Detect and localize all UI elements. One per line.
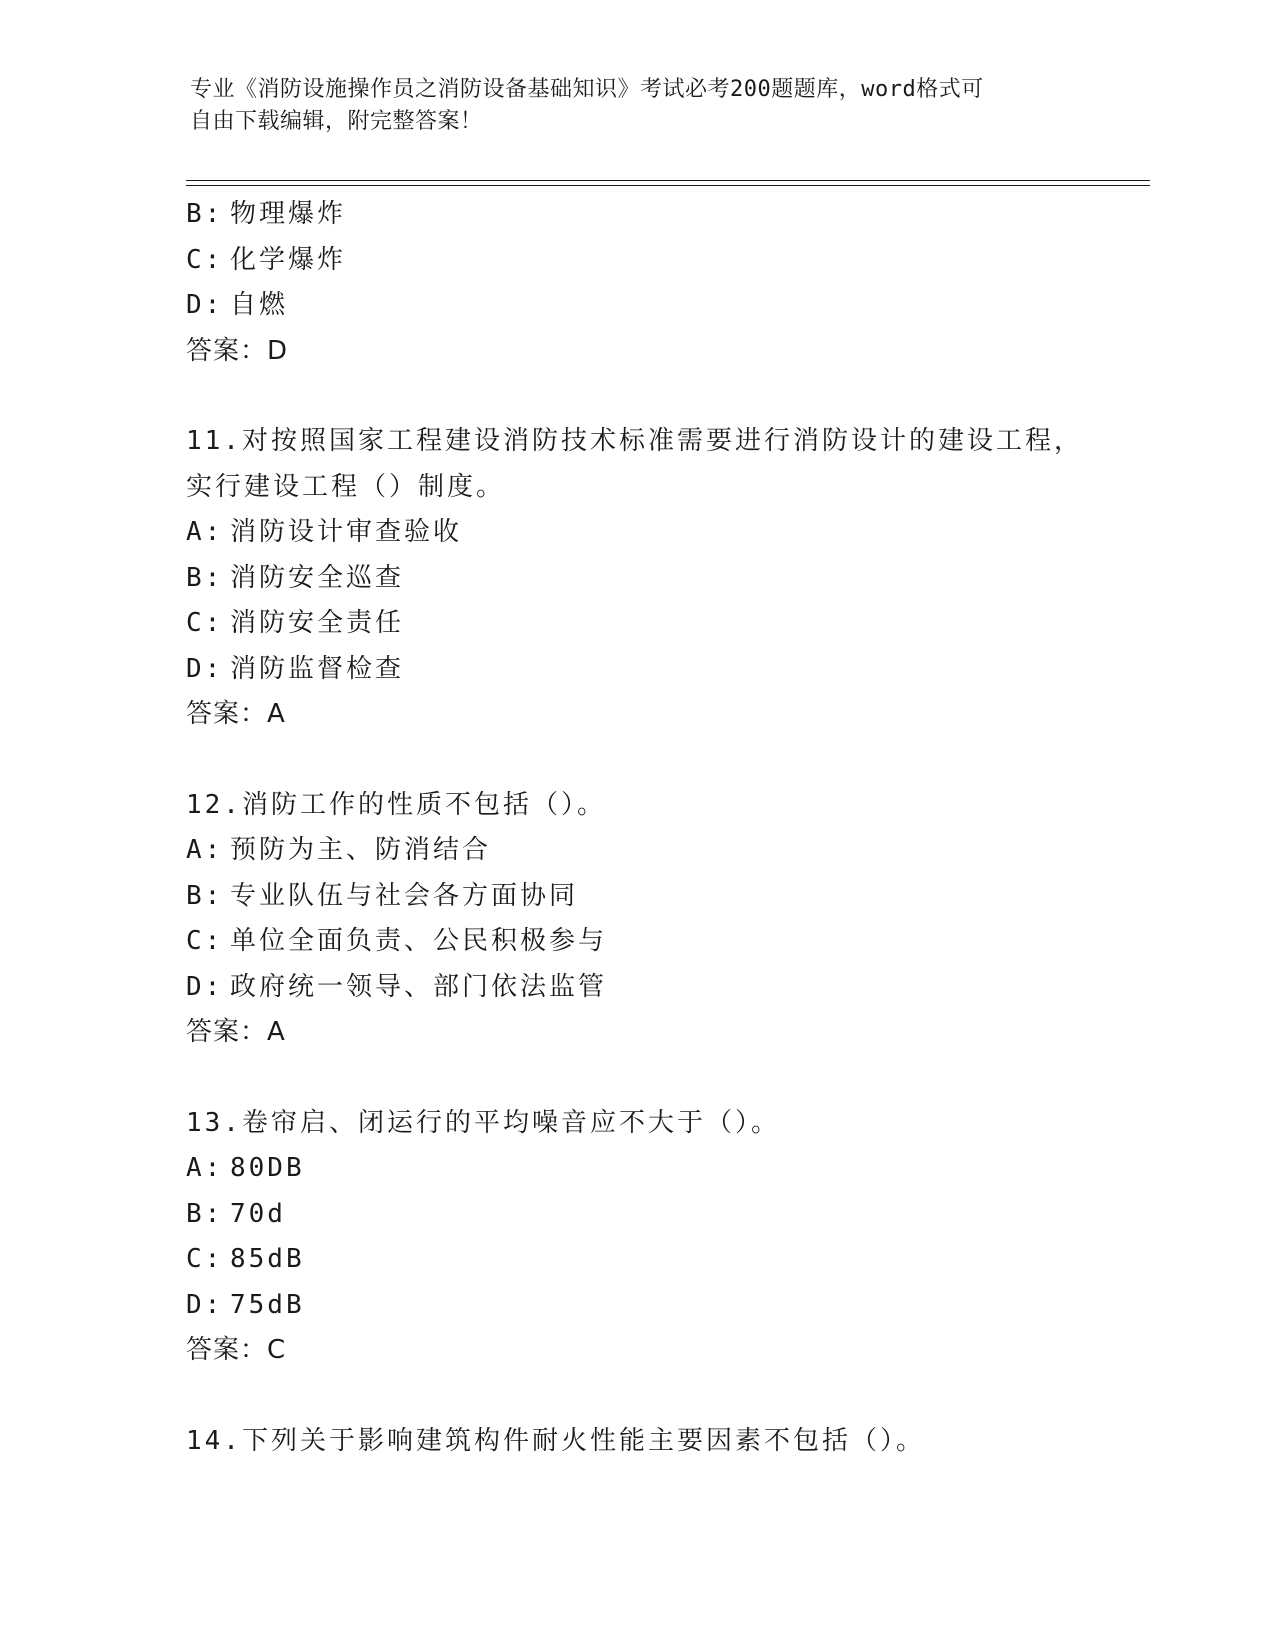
- answer-line: 答案：A: [186, 1017, 286, 1047]
- question-gap: [186, 1056, 1126, 1101]
- question-block-12: [186, 783, 1126, 1056]
- option-c: C: 单位全面负责、公民积极参与: [186, 926, 608, 956]
- header-divider-top: [186, 180, 1150, 181]
- option-d: D: 消防监督检查: [186, 653, 405, 684]
- question-block-10: [186, 192, 1126, 374]
- question-gap: [186, 738, 1126, 783]
- option-d: D: 75dB: [186, 1289, 305, 1320]
- option-b: B: 70d: [186, 1198, 286, 1229]
- question-stem: 11.对按照国家工程建设消防技术标准需要进行消防设计的建设工程，: [186, 426, 1083, 456]
- option-a: A: 80DB: [186, 1153, 305, 1183]
- question-stem: 13.卷帘启、闭运行的平均噪音应不大于（）。: [186, 1107, 780, 1138]
- option-b: B: 专业队伍与社会各方面协同: [186, 880, 579, 911]
- answer-line: 答案：D: [186, 335, 289, 366]
- answer-line: 答案：C: [186, 1335, 287, 1365]
- question-block-11: [186, 419, 1126, 738]
- header-title-line-1: 专业《消防设施操作员之消防设备基础知识》考试必考200题题库，word格式可: [190, 77, 984, 102]
- question-stem: 14.下列关于影响建筑构件耐火性能主要因素不包括（）。: [186, 1425, 925, 1456]
- question-stem-continued: 实行建设工程（）制度。: [186, 471, 506, 502]
- question-gap: [186, 374, 1126, 419]
- question-block-13: [186, 1101, 1126, 1374]
- option-d: D: 自燃: [186, 290, 289, 320]
- option-c: C: 85dB: [186, 1244, 305, 1274]
- option-c: C: 化学爆炸: [186, 244, 347, 275]
- option-a: A: 预防为主、防消结合: [186, 835, 492, 865]
- document-header: [190, 74, 1090, 138]
- option-d: D: 政府统一领导、部门依法监管: [186, 971, 608, 1002]
- header-divider-bottom: [186, 185, 1150, 186]
- question-stem: 12.消防工作的性质不包括（）。: [186, 789, 606, 820]
- option-b: B: 消防安全巡查: [186, 562, 405, 593]
- header-title-line-2: 自由下载编辑，附完整答案！: [190, 109, 483, 134]
- answer-line: 答案：A: [186, 699, 286, 729]
- option-a: A: 消防设计审查验收: [186, 517, 463, 547]
- question-block-14: [186, 1419, 1126, 1465]
- question-list: [186, 192, 1126, 1464]
- question-gap: [186, 1374, 1126, 1419]
- option-c: C: 消防安全责任: [186, 608, 405, 638]
- option-b: B: 物理爆炸: [186, 199, 347, 229]
